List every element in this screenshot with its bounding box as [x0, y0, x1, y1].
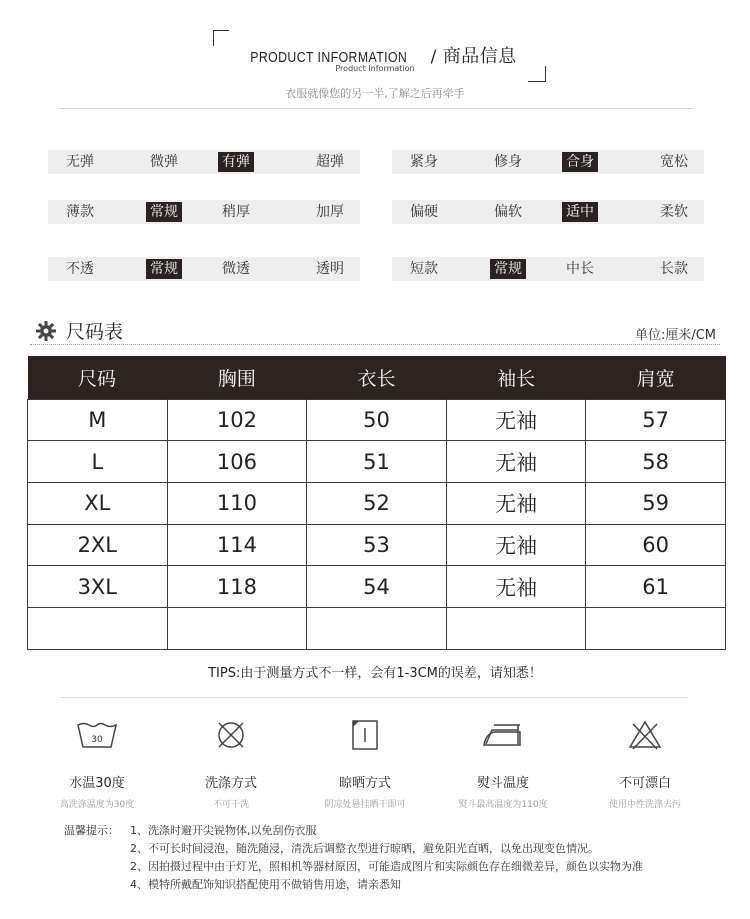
attribute-option: 宽松: [660, 154, 688, 170]
attribute-option: 不透: [66, 261, 94, 277]
care-item-line-dry: [290, 712, 440, 810]
size-chart-unit: 单位:厘米/CM: [634, 328, 716, 343]
table-cell: L: [28, 441, 168, 483]
table-cell: 106: [167, 441, 307, 483]
attribute-row: [392, 200, 704, 224]
header-slogan: 衣服就像您的另一半,了解之后再牵手: [285, 87, 465, 100]
product-info-header: [0, 0, 750, 112]
no-tumble-dry-icon: [214, 718, 248, 752]
care-desc: 高洗涤温度为30度: [59, 800, 135, 810]
table-cell: M: [28, 399, 168, 441]
table-cell: 54: [307, 566, 447, 608]
attribute-option-selected: 适中: [562, 202, 598, 222]
table-cell: XL: [28, 482, 168, 524]
column-header: 衣长: [307, 356, 447, 399]
attribute-option: 无弹: [66, 154, 94, 170]
table-cell: 50: [307, 399, 447, 441]
attribute-row: [48, 257, 360, 281]
attribute-option-selected: 常规: [146, 202, 182, 222]
table-cell: 无袖: [446, 399, 586, 441]
tips-divider: [60, 697, 688, 698]
attribute-option: 长款: [660, 261, 688, 277]
tips-text: TIPS:由于测量方式不一样，会有1-3CM的误差，请知悉！: [208, 666, 542, 681]
table-cell: 61: [586, 566, 726, 608]
table-cell: 102: [167, 399, 307, 441]
size-table: [27, 356, 726, 650]
header-subtitle: Product Information: [335, 64, 415, 73]
line-dry-icon: [350, 718, 380, 752]
attribute-option-selected: 有弹: [218, 152, 254, 172]
care-title: 熨斗温度: [476, 776, 529, 791]
attribute-row: [392, 257, 704, 281]
table-cell: 53: [307, 524, 447, 566]
note-item: 2、因拍摄过程中由于灯光，照相机等器材原因，可能造成图片和实际颜色存在细微差异，颜色以实物为准: [130, 860, 643, 873]
attribute-option: 短款: [410, 261, 438, 277]
table-row: [28, 482, 726, 524]
table-cell: [586, 607, 726, 649]
table-cell: 无袖: [446, 441, 586, 483]
care-title: 洗涤方式: [204, 776, 257, 791]
care-item-dry-clean: [156, 712, 306, 810]
attribute-option: 偏硬: [410, 204, 438, 220]
header-title-zh: 商品信息: [442, 46, 517, 67]
table-cell: [446, 607, 586, 649]
attribute-option: 紧身: [410, 154, 438, 170]
note-item: 4、模特所戴配饰知识搭配使用不做销售用途，请亲悉知: [130, 878, 401, 891]
care-item-wash: [22, 712, 172, 810]
care-desc: 不可干洗: [212, 800, 249, 810]
attribute-row: [392, 150, 704, 174]
care-title: 不可漂白: [618, 776, 671, 791]
table-cell: 3XL: [28, 566, 168, 608]
table-cell: 58: [586, 441, 726, 483]
table-row: [28, 566, 726, 608]
attribute-option-selected: 常规: [146, 259, 182, 279]
header-title-sep: /: [424, 47, 443, 67]
attribute-option-selected: 合身: [562, 152, 598, 172]
attribute-option: 柔软: [660, 204, 688, 220]
header-divider: [58, 108, 693, 109]
care-desc: 使用中性洗涤去污: [608, 800, 681, 810]
table-cell: 2XL: [28, 524, 168, 566]
care-title: 水温30度: [69, 776, 125, 791]
header-title-en: PRODUCT INFORMATION: [250, 49, 408, 66]
size-chart-heading: [30, 316, 720, 346]
note-item: 1、洗涤时避开尖锐物体,以免刮伤衣服: [130, 824, 317, 837]
gear-icon: [35, 320, 57, 342]
column-header: 胸围: [167, 356, 307, 399]
care-item-no-bleach: [570, 712, 720, 810]
note-item: 2、不可长时间浸泡，随洗随浸，清洗后调整衣型进行晾晒，避免阳光直晒，以免出现变色情况。: [130, 842, 599, 855]
care-title: 晾晒方式: [338, 776, 391, 791]
attribute-option: 微透: [222, 261, 250, 277]
attribute-option: 稍厚: [222, 204, 250, 220]
size-chart-title: 尺码表: [66, 321, 124, 343]
wash-temp-badge: 30: [91, 735, 103, 745]
care-desc: 阴凉处悬挂晒干即可: [324, 800, 406, 810]
attribute-option: 薄款: [66, 204, 94, 220]
table-cell: 52: [307, 482, 447, 524]
attribute-row: [48, 200, 360, 224]
care-item-iron: [428, 712, 578, 810]
attribute-row: [48, 150, 360, 174]
care-desc: 熨斗最高温度为110度: [458, 800, 548, 810]
table-cell: 110: [167, 482, 307, 524]
size-table-header: [28, 356, 726, 399]
notes-label: 温馨提示：: [64, 824, 119, 837]
table-cell: 57: [586, 399, 726, 441]
attribute-option: 中长: [566, 261, 594, 277]
column-header: 袖长: [446, 356, 586, 399]
table-cell: [307, 607, 447, 649]
table-row: [28, 399, 726, 441]
table-cell: 118: [167, 566, 307, 608]
table-cell: [28, 607, 168, 649]
attribute-option: 超弹: [316, 154, 344, 170]
attribute-option: 加厚: [316, 204, 344, 220]
attribute-option: 微弹: [150, 154, 178, 170]
table-row: [28, 607, 726, 649]
attribute-option: 修身: [494, 154, 522, 170]
size-chart-dotted-rule: [30, 344, 720, 345]
table-cell: 114: [167, 524, 307, 566]
table-row: [28, 441, 726, 483]
table-cell: 无袖: [446, 482, 586, 524]
wash-30-icon: [76, 720, 118, 750]
table-row: [28, 524, 726, 566]
attribute-option: 透明: [316, 261, 344, 277]
attribute-option: 偏软: [494, 204, 522, 220]
no-bleach-icon: [627, 719, 663, 751]
table-cell: 59: [586, 482, 726, 524]
table-cell: [167, 607, 307, 649]
attribute-option-selected: 常规: [490, 259, 526, 279]
size-table-body: [28, 399, 726, 649]
column-header: 肩宽: [586, 356, 726, 399]
table-cell: 51: [307, 441, 447, 483]
table-cell: 无袖: [446, 524, 586, 566]
column-header: 尺码: [28, 356, 168, 399]
table-cell: 无袖: [446, 566, 586, 608]
iron-icon: [480, 720, 526, 750]
table-cell: 60: [586, 524, 726, 566]
